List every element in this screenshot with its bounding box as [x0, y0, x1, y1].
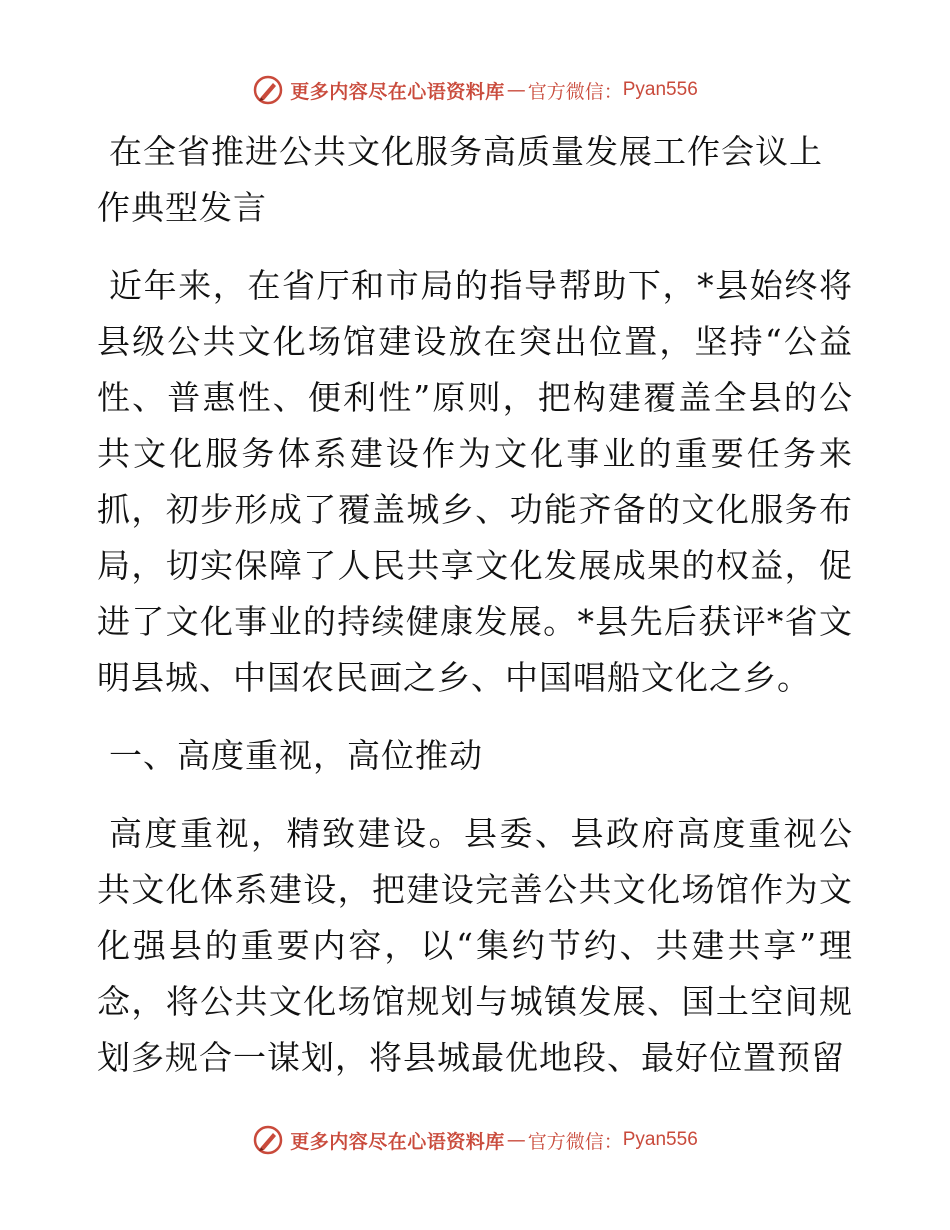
- document-body: [97, 124, 853, 1108]
- banner-dash: —: [506, 79, 526, 101]
- pen-logo-icon: [252, 1124, 284, 1156]
- document-title: 在全省推进公共文化服务高质量发展工作会议上作典型发言: [97, 132, 823, 227]
- paragraph-intro: 近年来，在省厅和市局的指导帮助下，*县始终将县级公共文化场馆建设放在突出位置，坚持“公益性、普惠性、便利性”原则，把构建覆盖全县的公共文化服务体系建设作为文化事业的重要任务来抓，初步形成了覆盖城乡、功能齐备的文化服务布局，切实保障了人民共享文化发展成果的权益，促进了文化事业的持续健康发展。*县先后获评*省文明县城、中国农民画之乡、中国唱船文化之乡。: [97, 266, 853, 697]
- banner-site-text: 更多内容尽在心语资料库: [290, 1130, 505, 1153]
- banner-wechat-id: Pyan556: [622, 79, 698, 100]
- banner-wechat-label: 官方微信：: [527, 80, 623, 103]
- banner-dash: —: [506, 1129, 526, 1151]
- paragraph-section-1: 高度重视，精致建设。县委、县政府高度重视公共文化体系建设，把建设完善公共文化场馆作为文化强县的重要内容，以“集约节约、共建共享”理念，将公共文化场馆规划与城镇发展、国土空间规划多规合一谋划，将县城最优地段、最好位置预留: [97, 814, 853, 1077]
- header-banner: [0, 70, 950, 110]
- section-heading-1: 一、高度重视，高位推动: [109, 736, 483, 775]
- banner-site-text: 更多内容尽在心语资料库: [290, 80, 505, 103]
- footer-banner: [0, 1120, 950, 1160]
- pen-logo-icon: [252, 74, 284, 106]
- banner-wechat-id: Pyan556: [622, 1129, 698, 1150]
- banner-wechat-label: 官方微信：: [527, 1130, 623, 1153]
